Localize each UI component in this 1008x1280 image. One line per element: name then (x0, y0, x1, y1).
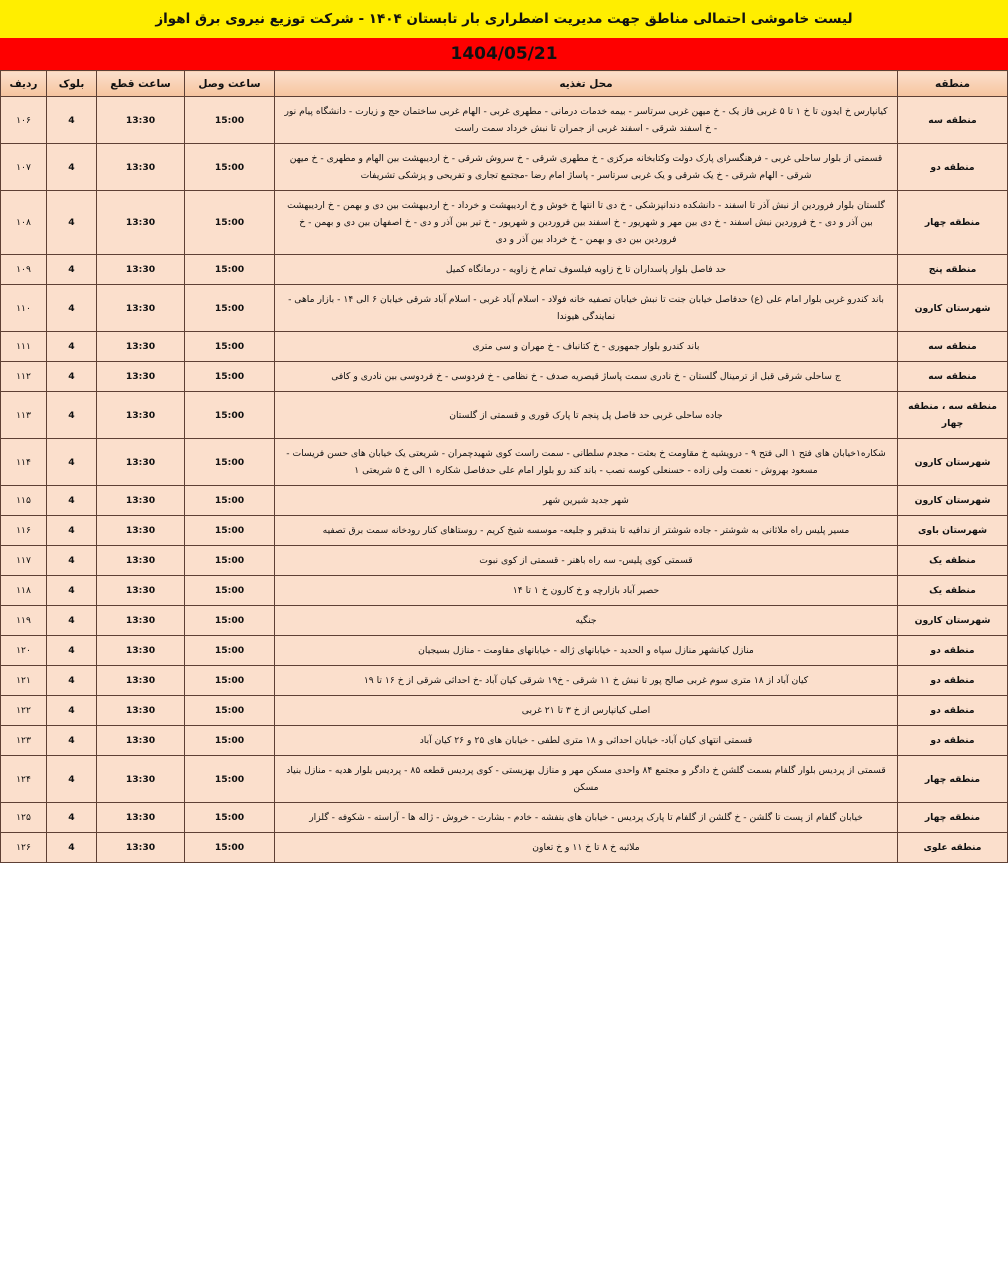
cell-radif: ۱۱۱ (1, 332, 47, 362)
cell-place: باند کندرو غربی بلوار امام علی (ع) حدفاصل خیابان جنت تا نبش خیابان تصفیه خانه فولاد - اسلام آباد غربی - اسلام آباد شرقی خیابان ۶ الی ۱۴ - بازار ماهی - نمایندگی هیوندا (275, 285, 898, 332)
cell-restore-time: 15:00 (185, 285, 275, 332)
cell-radif: ۱۱۴ (1, 439, 47, 486)
cell-restore-time: 15:00 (185, 144, 275, 191)
cell-restore-time: 15:00 (185, 726, 275, 756)
table-row (1, 144, 1008, 191)
cell-block: 4 (47, 285, 97, 332)
table-row (1, 486, 1008, 516)
cell-restore-time: 15:00 (185, 696, 275, 726)
cell-radif: ۱۲۴ (1, 756, 47, 803)
cell-restore-time: 15:00 (185, 756, 275, 803)
cell-radif: ۱۲۱ (1, 666, 47, 696)
cell-block: 4 (47, 362, 97, 392)
cell-restore-time: 15:00 (185, 516, 275, 546)
cell-cut-time: 13:30 (97, 666, 185, 696)
column-header-restore-time: ساعت وصل (185, 71, 275, 97)
cell-place: قسمتی از پردیس بلوار گلفام بسمت گلشن خ دادگر و مجتمع ۸۴ واحدی مسکن مهر و منازل بهزیستی - کوی پردیس قطعه ۸۵ - پردیس بلوار هدیه - منازل بنیاد مسکن (275, 756, 898, 803)
table-header-row (1, 71, 1008, 97)
cell-place: حد فاصل بلوار پاسداران تا خ زاویه فیلسوف تمام خ زاویه - درمانگاه کمیل (275, 255, 898, 285)
cell-region: منطقه دو (898, 666, 1008, 696)
cell-block: 4 (47, 439, 97, 486)
table-row (1, 392, 1008, 439)
table-body (1, 97, 1008, 863)
cell-block: 4 (47, 516, 97, 546)
cell-cut-time: 13:30 (97, 576, 185, 606)
table-row (1, 546, 1008, 576)
cell-restore-time: 15:00 (185, 833, 275, 863)
cell-place: گلستان بلوار فروردین از نبش آذر تا اسفند - دانشکده دندانپزشکی - خ دی تا انتها خ خوش و خ اردیبهشت و خرداد - خ اردیبهشت بین دی و بهمن - خ اردیبهشت بین آذر و دی - خ فروردین نبش اسفند - خ دی بین مهر و شهریور - خ اسفند بین فروردین و شهریور - خ تیر بین آذر و دی - خ اصفهان بین دی و بهمن - خ فروردین بین دی و بهمن - خ خرداد بین آذر و دی (275, 191, 898, 255)
cell-cut-time: 13:30 (97, 516, 185, 546)
cell-cut-time: 13:30 (97, 486, 185, 516)
cell-region: منطقه پنج (898, 255, 1008, 285)
page-title: لیست خاموشی احتمالی مناطق جهت مدیریت اضطراری بار تابستان ۱۴۰۴ - شرکت توزیع نیروی برق اهواز (155, 10, 853, 27)
table-row (1, 255, 1008, 285)
cell-block: 4 (47, 606, 97, 636)
cell-block: 4 (47, 726, 97, 756)
cell-place: منازل کیانشهر منازل سپاه و الحدید - خیابانهای ژاله - خیابانهای مقاومت - منازل بسیجیان (275, 636, 898, 666)
table-row (1, 803, 1008, 833)
page-title-banner (0, 0, 1008, 38)
cell-block: 4 (47, 392, 97, 439)
cell-restore-time: 15:00 (185, 392, 275, 439)
cell-cut-time: 13:30 (97, 255, 185, 285)
table-row (1, 516, 1008, 546)
cell-block: 4 (47, 332, 97, 362)
cell-place: قسمتی کوی پلیس- سه راه باهنر - قسمتی از کوی نبوت (275, 546, 898, 576)
cell-cut-time: 13:30 (97, 803, 185, 833)
cell-block: 4 (47, 255, 97, 285)
cell-region: منطقه دو (898, 144, 1008, 191)
cell-place: شهر جدید شیرین شهر (275, 486, 898, 516)
cell-block: 4 (47, 833, 97, 863)
cell-block: 4 (47, 546, 97, 576)
cell-restore-time: 15:00 (185, 803, 275, 833)
cell-radif: ۱۲۰ (1, 636, 47, 666)
cell-block: 4 (47, 696, 97, 726)
cell-radif: ۱۲۶ (1, 833, 47, 863)
schedule-date: 1404/05/21 (450, 44, 558, 64)
cell-region: منطقه یک (898, 576, 1008, 606)
cell-radif: ۱۲۲ (1, 696, 47, 726)
cell-restore-time: 15:00 (185, 255, 275, 285)
cell-radif: ۱۱۰ (1, 285, 47, 332)
column-header-radif: ردیف (1, 71, 47, 97)
cell-cut-time: 13:30 (97, 606, 185, 636)
cell-radif: ۱۰۷ (1, 144, 47, 191)
table-row (1, 833, 1008, 863)
table-row (1, 666, 1008, 696)
cell-place: شکاره۱خیابان های فتح ۱ الی فتح ۹ - درویشیه خ مقاومت خ بعثت - مجدم سلطانی - سمت راست کوی شهیدچمران - شریعتی یک خیابان های حسن فریسات - مسعود بهروش - نعمت ولی زاده - حسنعلی کوسه نصب - باند کند رو بلوار امام علی حدفاصل شکاره ۱ الی خ ۵ شریعتی ۱ (275, 439, 898, 486)
cell-region: شهرستان کارون (898, 606, 1008, 636)
cell-cut-time: 13:30 (97, 332, 185, 362)
table-row (1, 285, 1008, 332)
cell-restore-time: 15:00 (185, 191, 275, 255)
cell-block: 4 (47, 486, 97, 516)
table-row (1, 439, 1008, 486)
cell-block: 4 (47, 666, 97, 696)
cell-restore-time: 15:00 (185, 666, 275, 696)
cell-radif: ۱۰۸ (1, 191, 47, 255)
table-row (1, 362, 1008, 392)
table-row (1, 606, 1008, 636)
cell-cut-time: 13:30 (97, 392, 185, 439)
cell-radif: ۱۱۵ (1, 486, 47, 516)
table-row (1, 97, 1008, 144)
cell-radif: ۱۰۶ (1, 97, 47, 144)
outage-schedule-table (0, 70, 1008, 863)
cell-restore-time: 15:00 (185, 362, 275, 392)
cell-region: منطقه سه (898, 362, 1008, 392)
cell-block: 4 (47, 191, 97, 255)
cell-cut-time: 13:30 (97, 696, 185, 726)
cell-radif: ۱۲۵ (1, 803, 47, 833)
cell-restore-time: 15:00 (185, 576, 275, 606)
table-row (1, 696, 1008, 726)
cell-region: منطقه سه (898, 97, 1008, 144)
cell-radif: ۱۱۷ (1, 546, 47, 576)
cell-place: قسمتی از بلوار ساحلی غربی - فرهنگسرای پارک دولت وکتابخانه مرکزی - خ مطهری شرقی - خ سروش شرقی - خ اردیبهشت بین الهام و مطهری - خ میهن شرقی - الهام شرقی - خ یک شرقی و یک غربی سرتاسر - پاساژ امام رضا -مجتمع تجاری و تفریحی و پزشکی تشریفات (275, 144, 898, 191)
cell-place: اصلی کیانپارس از خ ۳ تا ۲۱ غربی (275, 696, 898, 726)
table-row (1, 332, 1008, 362)
cell-block: 4 (47, 636, 97, 666)
cell-cut-time: 13:30 (97, 833, 185, 863)
cell-region: منطقه سه (898, 332, 1008, 362)
cell-region: منطقه دو (898, 696, 1008, 726)
column-header-place: محل تغذیه (275, 71, 898, 97)
cell-radif: ۱۱۸ (1, 576, 47, 606)
cell-cut-time: 13:30 (97, 636, 185, 666)
table-row (1, 756, 1008, 803)
column-header-block: بلوک (47, 71, 97, 97)
cell-region: منطقه سه ، منطقه چهار (898, 392, 1008, 439)
cell-restore-time: 15:00 (185, 636, 275, 666)
cell-restore-time: 15:00 (185, 332, 275, 362)
cell-cut-time: 13:30 (97, 191, 185, 255)
cell-cut-time: 13:30 (97, 285, 185, 332)
cell-block: 4 (47, 144, 97, 191)
cell-block: 4 (47, 576, 97, 606)
cell-cut-time: 13:30 (97, 726, 185, 756)
cell-radif: ۱۱۶ (1, 516, 47, 546)
cell-region: منطقه چهار (898, 756, 1008, 803)
cell-region: منطقه دو (898, 726, 1008, 756)
cell-place: قسمتی انتهای کیان آباد- خیابان احداثی و ۱۸ متری لطفی - خیابان های ۲۵ و ۲۶ کیان آباد (275, 726, 898, 756)
cell-region: منطقه دو (898, 636, 1008, 666)
cell-region: منطقه علوی (898, 833, 1008, 863)
column-header-cut-time: ساعت قطع (97, 71, 185, 97)
cell-radif: ۱۱۲ (1, 362, 47, 392)
cell-radif: ۱۱۳ (1, 392, 47, 439)
column-header-region: منطقه (898, 71, 1008, 97)
cell-radif: ۱۰۹ (1, 255, 47, 285)
cell-region: منطقه چهار (898, 191, 1008, 255)
date-banner (0, 38, 1008, 70)
cell-restore-time: 15:00 (185, 439, 275, 486)
cell-radif: ۱۱۹ (1, 606, 47, 636)
cell-radif: ۱۲۳ (1, 726, 47, 756)
cell-restore-time: 15:00 (185, 97, 275, 144)
cell-place: خیابان گلفام از پست تا گلشن - خ گلشن از گلفام تا پارک پردیس - خیابان های بنفشه - خادم - بشارت - خروش - ژاله ها - آراسته - شکوفه - گلزار (275, 803, 898, 833)
cell-restore-time: 15:00 (185, 546, 275, 576)
cell-place: ج ساحلی شرقی قبل از ترمینال گلستان - خ نادری سمت پاساژ قیصریه صدف - خ نظامی - خ فردوسی - خ فردوسی بین نادری و کافی (275, 362, 898, 392)
table-row (1, 576, 1008, 606)
cell-region: منطقه چهار (898, 803, 1008, 833)
cell-place: مسیر پلیس راه ملاثانی به شوشتر - جاده شوشتر از ندافیه تا بندقیر و جلیعه- موسسه شیخ کریم - روستاهای کنار رودخانه سمت برق تصفیه (275, 516, 898, 546)
cell-block: 4 (47, 803, 97, 833)
cell-place: ملاثبه خ ۸ تا خ ۱۱ و خ تعاون (275, 833, 898, 863)
cell-cut-time: 13:30 (97, 756, 185, 803)
cell-place: حصیر آباد بازارچه و خ کارون خ ۱ تا ۱۴ (275, 576, 898, 606)
cell-block: 4 (47, 97, 97, 144)
cell-region: شهرستان کارون (898, 439, 1008, 486)
table-header (1, 71, 1008, 97)
cell-place: جنگیه (275, 606, 898, 636)
cell-restore-time: 15:00 (185, 606, 275, 636)
cell-place: باند کندرو بلوار جمهوری - خ کتانباف - خ مهران و سی متری (275, 332, 898, 362)
table-row (1, 726, 1008, 756)
cell-cut-time: 13:30 (97, 97, 185, 144)
table-row (1, 191, 1008, 255)
cell-cut-time: 13:30 (97, 144, 185, 191)
cell-cut-time: 13:30 (97, 439, 185, 486)
cell-region: شهرستان کارون (898, 486, 1008, 516)
table-row (1, 636, 1008, 666)
cell-restore-time: 15:00 (185, 486, 275, 516)
cell-cut-time: 13:30 (97, 362, 185, 392)
cell-cut-time: 13:30 (97, 546, 185, 576)
cell-block: 4 (47, 756, 97, 803)
cell-place: جاده ساحلی غربی حد فاصل پل پنجم تا پارک قوری و قسمتی از گلستان (275, 392, 898, 439)
cell-place: کیان آباد از ۱۸ متری سوم غربی صالح پور تا نبش خ ۱۱ شرقی - خ۱۹ شرقی کیان آباد -خ احداثی شرقی از خ ۱۶ تا ۱۹ (275, 666, 898, 696)
cell-region: شهرستان باوی (898, 516, 1008, 546)
cell-place: کیانپارس خ ایدون تا خ ۱ تا ۵ غربی فاز یک - خ میهن غربی سرتاسر - بیمه خدمات درمانی - مطهری غربی - الهام غربی ساختمان حج و زیارت - دانشگاه پیام نور - خ اسفند شرقی - اسفند غربی از جمران تا نبش خرداد سمت راست (275, 97, 898, 144)
cell-region: منطقه یک (898, 546, 1008, 576)
cell-region: شهرستان کارون (898, 285, 1008, 332)
